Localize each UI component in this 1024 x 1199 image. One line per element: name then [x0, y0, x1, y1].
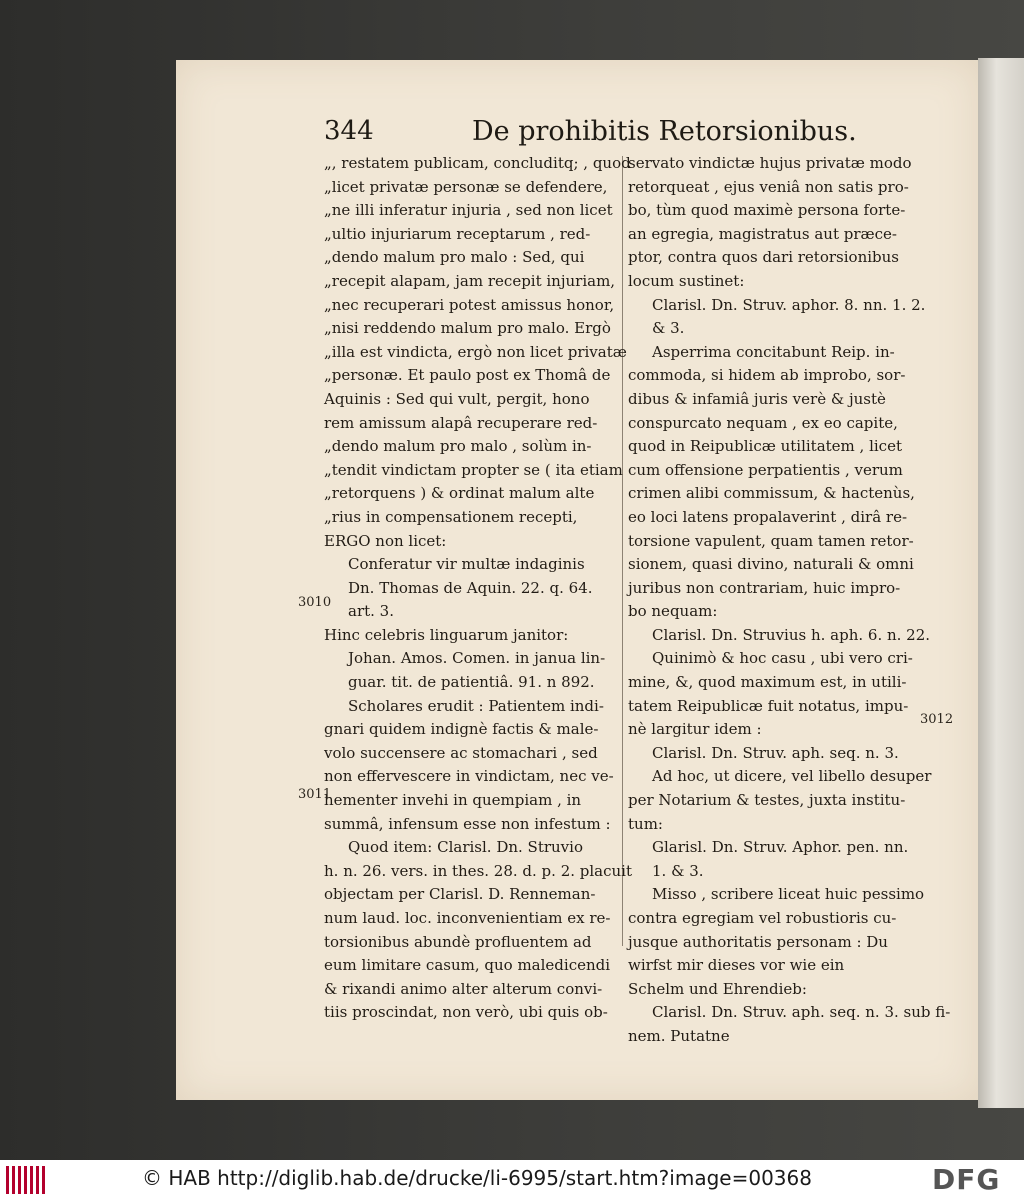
- text-line: „dendo malum pro malo : Sed, qui: [324, 248, 585, 267]
- text-line: num laud. loc. inconvenientiam ex re-: [324, 909, 611, 927]
- text-line: Ad hoc, ut dicere, vel libello desuper: [652, 767, 932, 786]
- text-line: Clarisl. Dn. Struvius h. aph. 6. n. 22.: [652, 625, 931, 644]
- text-line: wirfst mir dieses vor wie ein: [628, 956, 845, 975]
- text-line: & 3.: [652, 319, 685, 338]
- text-line: summâ, infensum esse non infestum :: [324, 814, 611, 833]
- book-page: [176, 60, 978, 1100]
- text-line: bo, tùm quod maximè persona forte-: [628, 201, 906, 220]
- text-line: mine, &, quod maximum est, in utili-: [628, 673, 907, 692]
- book-edge: [978, 58, 1024, 1108]
- text-line: Schelm und Ehrendieb:: [628, 979, 807, 998]
- text-line: per Notarium & testes, juxta institu-: [628, 791, 906, 810]
- text-line: quod in Reipublicæ utilitatem , licet: [628, 437, 902, 456]
- text-line: Scholares erudit : Patientem indi-: [348, 696, 604, 715]
- text-line: Clarisl. Dn. Struv. aphor. 8. nn. 1. 2.: [652, 295, 926, 314]
- text-line: „nisi reddendo malum pro malo. Ergò: [324, 319, 611, 338]
- text-line: non effervescere in vindictam, nec ve-: [324, 767, 614, 786]
- text-line: Aquinis : Sed qui vult, pergit, hono: [324, 389, 590, 408]
- page-number: 344: [324, 116, 374, 146]
- text-line: an egregia, magistratus aut præce-: [628, 224, 897, 243]
- dfg-logo: DFG: [932, 1163, 1001, 1196]
- text-line: art. 3.: [348, 602, 394, 621]
- text-line: „dendo malum pro malo , solùm in-: [324, 437, 592, 456]
- text-line: h. n. 26. vers. in thes. 28. d. p. 2. placuit: [324, 861, 633, 880]
- text-line: hementer invehi in quempiam , in: [324, 791, 582, 810]
- text-line: „nec recuperari potest amissus honor,: [324, 295, 615, 314]
- text-line: dibus & infamiâ juris verè & justè: [628, 389, 886, 408]
- text-line: 1. & 3.: [652, 861, 704, 880]
- text-line: objectam per Clarisl. D. Renneman-: [324, 885, 596, 904]
- text-line: Glarisl. Dn. Struv. Aphor. pen. nn.: [652, 838, 909, 857]
- text-line: „ultio injuriarum receptarum , red-: [324, 224, 591, 243]
- text-line: juribus non contrariam, huic impro-: [628, 578, 901, 597]
- text-line: „retorquens ) & ordinat malum alte: [324, 484, 595, 503]
- text-line: gnari quidem indignè factis & male-: [324, 720, 599, 739]
- text-line: Misso , scribere liceat huic pessimo: [652, 885, 925, 904]
- text-line: Hinc celebris linguarum janitor:: [324, 625, 569, 644]
- text-line: locum sustinet:: [628, 271, 745, 290]
- text-line: retorqueat , ejus veniâ non satis pro-: [628, 177, 909, 196]
- text-line: „recepit alapam, jam recepit injuriam,: [324, 271, 616, 290]
- text-line: torsionibus abundè profluentem ad: [324, 932, 592, 951]
- text-line: contra egregiam vel robustioris cu-: [628, 909, 897, 927]
- text-line: ptor, contra quos dari retorsionibus: [628, 248, 899, 267]
- left-column: [324, 152, 633, 1025]
- text-line: Quod item: Clarisl. Dn. Struvio: [348, 838, 583, 857]
- text-line: cum offensione perpatientis , verum: [628, 460, 903, 479]
- text-line: torsione vapulent, quam tamen retor-: [628, 531, 914, 550]
- footer-bar: [0, 1160, 1024, 1199]
- hab-logo-icon: [6, 1166, 48, 1194]
- text-line: ERGO non licet:: [324, 531, 447, 550]
- text-line: „personæ. Et paulo post ex Thomâ de: [324, 366, 611, 385]
- text-line: sionem, quasi divino, naturali & omni: [628, 555, 914, 574]
- text-line: Conferatur vir multæ indaginis: [348, 555, 585, 574]
- text-line: eum limitare casum, quo maledicendi: [324, 956, 611, 975]
- text-line: „, restatem publicam, concluditq; , quod: [324, 154, 631, 172]
- text-line: guar. tit. de patientiâ. 91. n 892.: [348, 673, 595, 692]
- text-line: servato vindictæ hujus privatæ modo: [628, 154, 912, 172]
- footer-credit-link[interactable]: © HAB http://diglib.hab.de/drucke/li-6995/start.htm?image=00368: [142, 1166, 812, 1190]
- text-line: „licet privatæ personæ se defendere,: [324, 177, 608, 196]
- text-line: & rixandi animo alter alterum convi-: [324, 979, 603, 998]
- text-line: crimen alibi commissum, & hactenùs,: [628, 484, 915, 503]
- text-line: tum:: [628, 814, 663, 833]
- text-line: nè largitur idem :: [628, 720, 762, 739]
- text-line: tiis proscindat, non verò, ubi quis ob-: [324, 1003, 608, 1022]
- text-line: Clarisl. Dn. Struv. aph. seq. n. 3. sub fi-: [652, 1003, 951, 1022]
- text-line: „rius in compensationem recepti,: [324, 507, 578, 526]
- text-line: nem. Putatne: [628, 1026, 730, 1045]
- text-line: „illa est vindicta, ergò non licet privatæ: [324, 342, 627, 361]
- text-line: Asperrima concitabunt Reip. in-: [652, 342, 895, 361]
- text-line: Johan. Amos. Comen. in janua lin-: [348, 649, 606, 668]
- text-line: tatem Reipublicæ fuit notatus, impu-: [628, 696, 909, 715]
- text-line: rem amissum alapâ recuperare red-: [324, 413, 598, 432]
- text-line: conspurcato nequam , ex eo capite,: [628, 413, 898, 432]
- text-line: commoda, si hidem ab improbo, sor-: [628, 366, 906, 385]
- column-divider: [622, 156, 624, 946]
- text-line: „ne illi inferatur injuria , sed non licet: [324, 201, 613, 220]
- text-line: bo nequam:: [628, 602, 718, 621]
- page-header: [324, 116, 944, 150]
- text-line: Quinimò & hoc casu , ubi vero cri-: [652, 649, 913, 668]
- text-line: Dn. Thomas de Aquin. 22. q. 64.: [348, 578, 593, 597]
- text-line: jusque authoritatis personam : Du: [628, 932, 888, 951]
- text-line: „tendit vindictam propter se ( ita etiam: [324, 460, 623, 479]
- margin-note-3010: 3010: [298, 595, 332, 610]
- text-line: Clarisl. Dn. Struv. aph. seq. n. 3.: [652, 743, 899, 762]
- running-title: De prohibitis Retorsionibus.: [472, 116, 857, 147]
- text-line: eo loci latens propalaverint , dirâ re-: [628, 507, 908, 526]
- text-line: volo succensere ac stomachari , sed: [324, 743, 598, 762]
- margin-note-3011: 3011: [298, 787, 332, 802]
- margin-note-3012: 3012: [920, 712, 954, 727]
